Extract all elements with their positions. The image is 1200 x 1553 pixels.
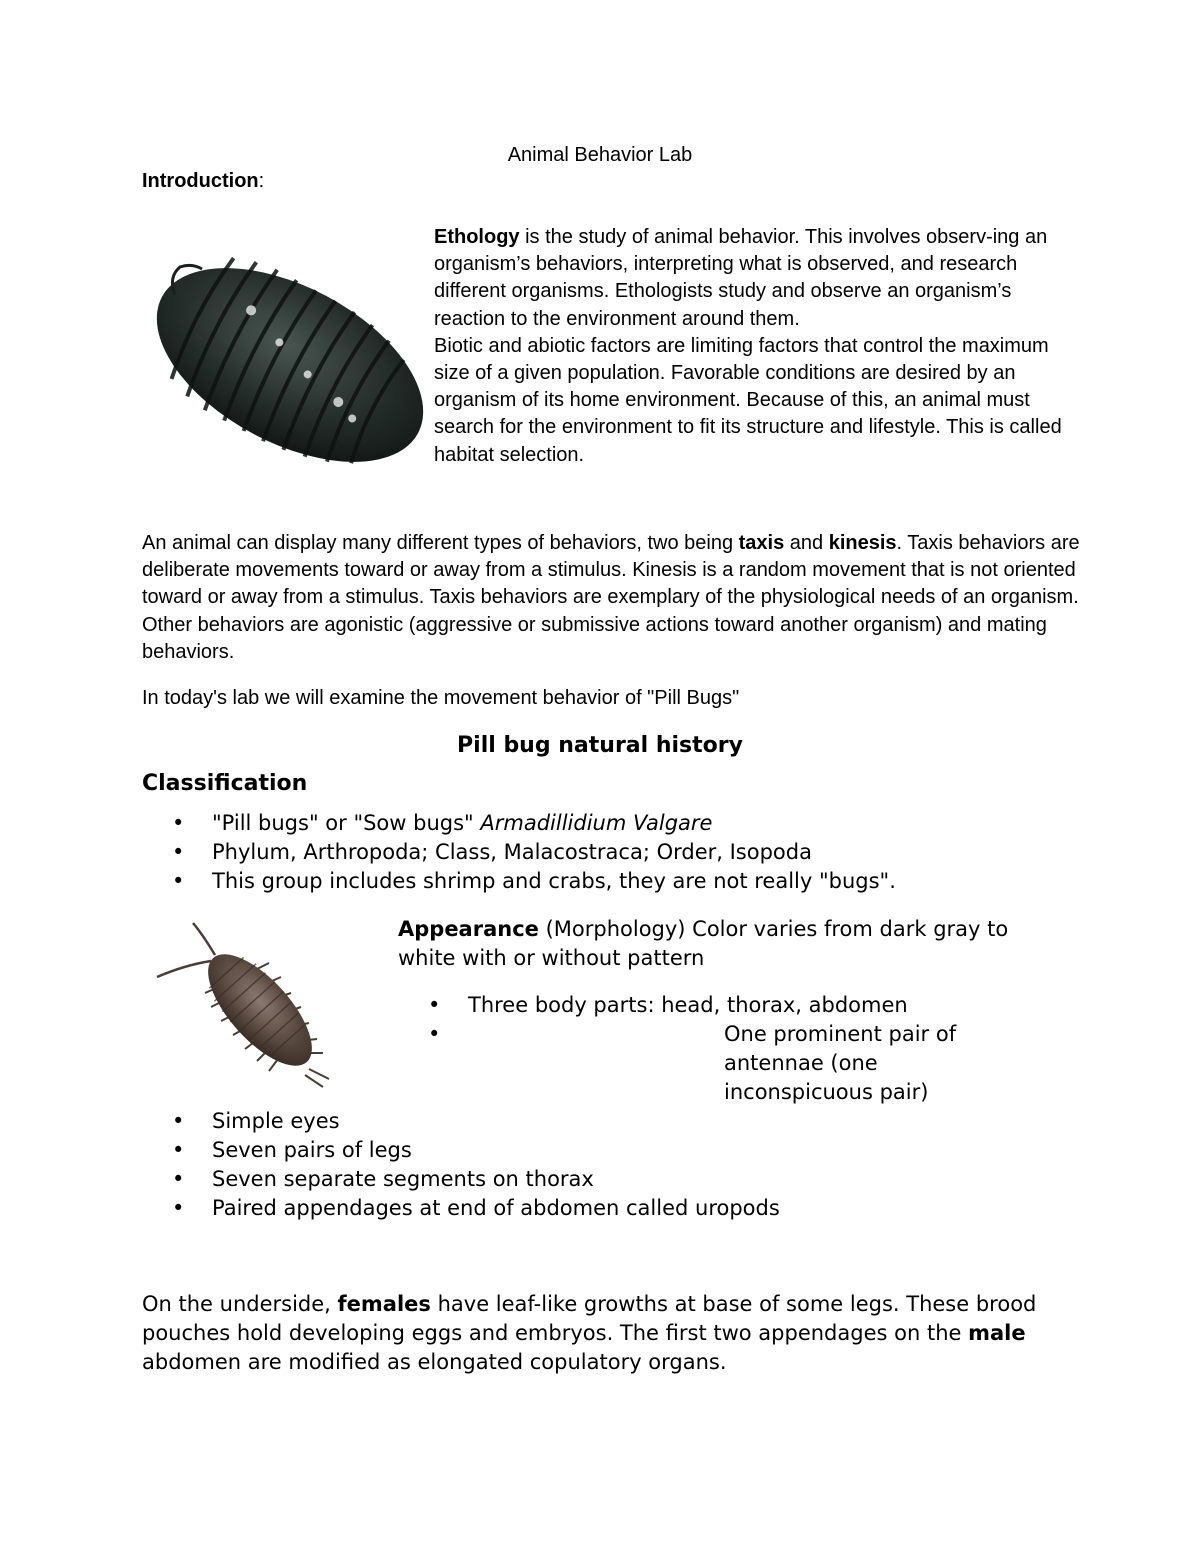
underside-text-2: have leaf-like growths at base of some legs. These brood pouches hold developing eggs and embryos. The first two appendages on the — [142, 1292, 1037, 1345]
females-term: females — [337, 1292, 431, 1316]
bullet: • — [428, 1022, 441, 1046]
appearance-term: Appearance — [398, 917, 539, 941]
body-parts-text: Three body parts: head, thorax, abdomen — [468, 993, 908, 1017]
sow-bug-photo — [145, 915, 345, 1095]
bullet: • — [172, 1196, 185, 1220]
bullet: • — [172, 1138, 185, 1162]
trait-text: Seven pairs of legs — [212, 1138, 412, 1162]
antennae-text: One prominent pair of antennae (one inconspicuous pair) — [724, 1022, 957, 1104]
list-item — [142, 809, 896, 838]
common-names: "Pill bugs" or "Sow bugs" — [212, 811, 481, 835]
bug-antenna — [193, 923, 215, 955]
underside-text-1: On the underside, — [142, 1292, 338, 1316]
scientific-name: Armadillidium Valgare — [480, 811, 713, 835]
page-title: Animal Behavior Lab — [507, 144, 693, 166]
ethology-paragraph — [434, 224, 1074, 469]
classification-list — [142, 809, 896, 896]
list-item — [142, 1165, 780, 1194]
natural-history-heading: Pill bug natural history — [457, 733, 743, 758]
appearance-text: (Morphology) Color varies from dark gray to white with or without pattern — [398, 917, 1009, 970]
bullet: • — [172, 840, 185, 864]
kinesis-term: kinesis — [828, 532, 897, 554]
classification-heading: Classification — [142, 771, 308, 796]
taxis-term: taxis — [738, 532, 785, 554]
list-item — [142, 867, 896, 896]
underside-paragraph — [142, 1290, 1042, 1377]
bullet: • — [428, 993, 441, 1017]
lab-sentence: In today's lab we will examine the movement behavior of "Pill Bugs" — [142, 687, 740, 709]
trait-text: Paired appendages at end of abdomen called uropods — [212, 1196, 780, 1220]
bullet: • — [172, 1167, 185, 1191]
behavior-and: and — [784, 532, 829, 554]
list-item — [398, 991, 1024, 1020]
appearance-paragraph — [398, 915, 1048, 973]
ethology-text: is the study of animal behavior. This involves observ-ing an organism’s behaviors, interpreting what is observed, and research different organisms. Ethologists study and observe an organism’s reaction to the environment around them. — [434, 226, 1048, 330]
habitat-text: Biotic and abiotic factors are limiting factors that control the maximum size of a given population. Favorable conditions are desired by an organism of its home environment. Because of this, an animal must search for the environment to fit its structure and lifestyle. This is called habitat selection. — [434, 334, 1062, 466]
behavior-text-1: An animal can display many different types of behaviors, two being — [142, 532, 739, 554]
behavior-text-2: . Taxis behaviors are deliberate movements toward or away from a stimulus. Kinesis is a random movement that is not oriented toward or away from a stimulus. Taxis behaviors are exemplary of the physiological needs of an organism. Other behaviors are agonistic (aggressive or submissive actions toward another organism) and mating behaviors. — [142, 532, 1080, 663]
bug-antenna — [157, 961, 211, 977]
trait-text: Seven separate segments on thorax — [212, 1167, 594, 1191]
taxonomy-text: Phylum, Arthropoda; Class, Malacostraca; Order, Isopoda — [212, 840, 812, 864]
list-item — [142, 838, 896, 867]
introduction-colon: : — [258, 170, 265, 192]
pill-bug-photo — [140, 255, 440, 475]
traits-list — [142, 1107, 780, 1223]
introduction-label: Introduction — [142, 170, 259, 192]
bug-uropods — [305, 1069, 329, 1087]
introduction-heading — [142, 170, 264, 193]
trait-text: Simple eyes — [212, 1109, 340, 1133]
list-item — [142, 1136, 780, 1165]
ethology-term: Ethology — [434, 226, 520, 248]
bullet: • — [172, 811, 185, 835]
bullet: • — [172, 869, 185, 893]
group-text: This group includes shrimp and crabs, they are not really "bugs". — [212, 869, 896, 893]
bullet: • — [172, 1109, 185, 1133]
list-item — [142, 1107, 780, 1136]
male-term: male — [968, 1321, 1026, 1345]
bug-body — [191, 938, 329, 1082]
underside-text-3: abdomen are modified as elongated copulatory organs. — [142, 1350, 727, 1374]
list-item — [142, 1194, 780, 1223]
list-item — [398, 1020, 1024, 1107]
behavior-paragraph — [142, 530, 1082, 666]
appearance-list — [398, 991, 1024, 1107]
